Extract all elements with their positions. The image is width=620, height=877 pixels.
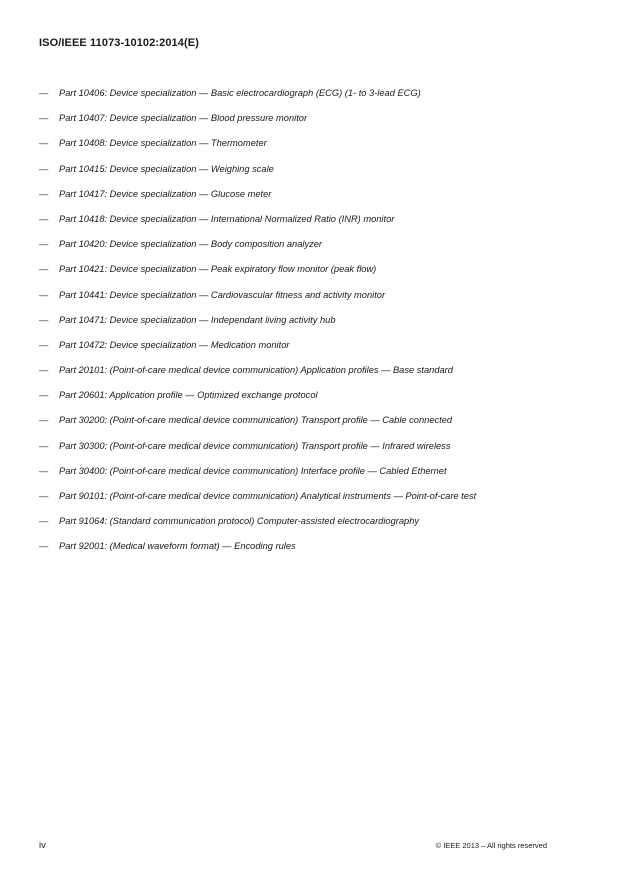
- list-item-text: Part 90101: (Point-of-care medical device communication) Analytical instruments — Point-of-care test: [59, 491, 477, 501]
- list-dash: —: [39, 440, 49, 451]
- list-dash: —: [39, 88, 49, 98]
- list-item: [39, 541, 599, 566]
- list-dash: —: [39, 314, 49, 325]
- list-dash: —: [39, 163, 49, 174]
- part-list: [39, 88, 599, 567]
- document-header: ISO/IEEE 11073-10102:2014(E): [39, 37, 199, 49]
- list-item-text: Part 10472: Device specialization — Medication monitor: [59, 339, 290, 350]
- list-item-text: Part 10417: Device specialization — Glucose meter: [59, 188, 272, 199]
- list-item-text: Part 30200: (Point-of-care medical device communication) Transport profile — Cable connected: [59, 415, 453, 426]
- list-item: [39, 113, 599, 138]
- list-item-text: Part 10415: Device specialization — Weighing scale: [59, 163, 274, 174]
- list-item: [39, 340, 599, 365]
- list-dash: —: [39, 138, 49, 149]
- list-item-text: Part 91064: (Standard communication protocol) Computer-assisted electrocardiography: [59, 516, 420, 527]
- list-dash: —: [39, 491, 49, 501]
- list-item: [39, 189, 599, 214]
- list-dash: —: [39, 213, 49, 224]
- list-item: [39, 491, 599, 516]
- list-item: [39, 164, 599, 189]
- page-number: iv: [39, 840, 46, 851]
- list-item-text: Part 30300: (Point-of-care medical device communication) Transport profile — Infrared wireless: [59, 440, 451, 451]
- list-item-text: Part 10420: Device specialization — Body composition analyzer: [59, 239, 323, 250]
- list-item-text: Part 20601: Application profile — Optimized exchange protocol: [59, 390, 318, 401]
- list-item: [39, 290, 599, 315]
- list-dash: —: [39, 264, 49, 275]
- list-item: [39, 239, 599, 264]
- list-dash: —: [39, 239, 49, 250]
- list-dash: —: [39, 415, 49, 426]
- list-dash: —: [39, 289, 49, 300]
- list-item: [39, 441, 599, 466]
- list-item-text: Part 10441: Device specialization — Cardiovascular fitness and activity monitor: [59, 289, 386, 300]
- list-item-text: Part 10471: Device specialization — Independant living activity hub: [59, 314, 336, 325]
- list-item-text: Part 10408: Device specialization — Thermometer: [59, 138, 267, 149]
- list-item-text: Part 10407: Device specialization — Blood pressure monitor: [59, 113, 308, 124]
- list-item-text: Part 10421: Device specialization — Peak expiratory flow monitor (peak flow): [59, 264, 377, 275]
- list-dash: —: [39, 465, 49, 476]
- list-item-text: Part 30400: (Point-of-care medical device communication) Interface profile — Cabled Ethernet: [59, 465, 447, 476]
- list-dash: —: [39, 390, 49, 401]
- list-dash: —: [39, 339, 49, 350]
- list-item: [39, 415, 599, 440]
- list-dash: —: [39, 188, 49, 199]
- copyright-notice: © IEEE 2013 – All rights reserved: [435, 841, 547, 850]
- list-item: [39, 516, 599, 541]
- list-item: [39, 390, 599, 415]
- list-dash: —: [39, 113, 49, 124]
- list-item-text: Part 10406: Device specialization — Basic electrocardiograph (ECG) (1- to 3-lead ECG): [59, 88, 421, 98]
- list-item: [39, 315, 599, 340]
- list-item: [39, 365, 599, 390]
- list-item: [39, 264, 599, 289]
- list-dash: —: [39, 541, 49, 552]
- list-item: [39, 214, 599, 239]
- list-item: [39, 88, 599, 113]
- list-item-text: Part 92001: (Medical waveform format) — Encoding rules: [59, 541, 296, 552]
- list-dash: —: [39, 516, 49, 527]
- list-item-text: Part 20101: (Point-of-care medical device communication) Application profiles — Base standard: [59, 365, 453, 376]
- list-item: [39, 138, 599, 163]
- list-item-text: Part 10418: Device specialization — International Normalized Ratio (INR) monitor: [59, 213, 395, 224]
- list-item: [39, 466, 599, 491]
- list-dash: —: [39, 365, 49, 376]
